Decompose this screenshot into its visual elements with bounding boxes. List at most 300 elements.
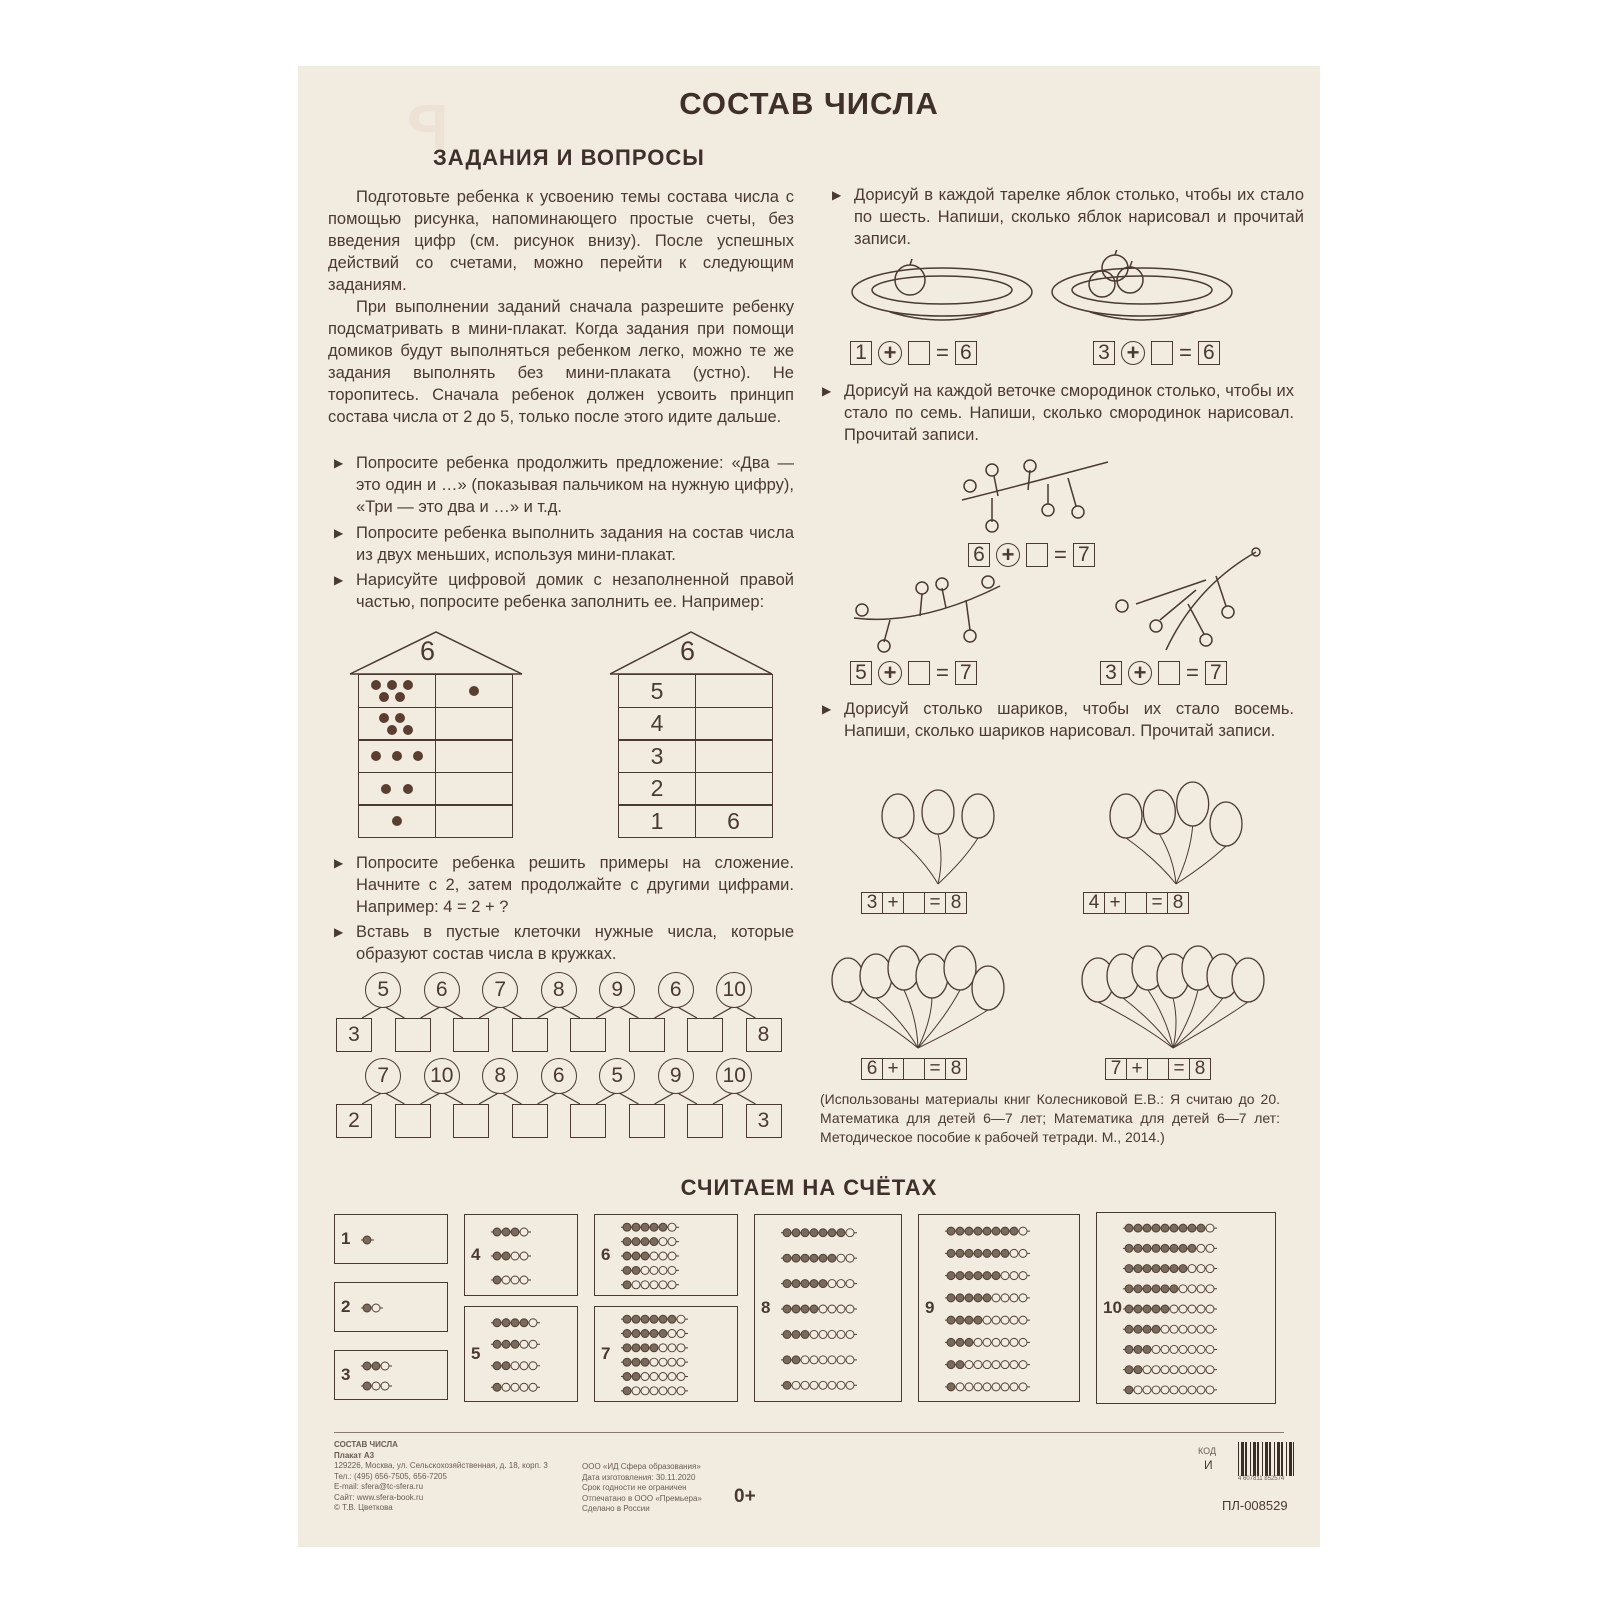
barcode-number: 4 607811 852574	[1238, 1476, 1285, 1482]
abacus-bead-empty	[1170, 1345, 1178, 1353]
abacus-bead-empty	[1188, 1305, 1196, 1313]
abacus-bead-filled	[1143, 1265, 1151, 1273]
abacus-bead-empty	[1019, 1338, 1027, 1346]
abacus-bead-empty	[520, 1252, 528, 1260]
abacus-bead-empty	[1010, 1361, 1018, 1369]
abacus-bead-empty	[677, 1315, 685, 1323]
barcode-bar	[1289, 1442, 1292, 1476]
abacus-bead-empty	[668, 1330, 676, 1338]
code-value: И	[1204, 1458, 1213, 1472]
equals-sign: =	[936, 660, 949, 685]
abacus-bead-filled	[828, 1229, 836, 1237]
abacus-bead-empty	[1188, 1366, 1196, 1374]
abacus-bead-filled	[502, 1319, 510, 1327]
abacus-bead-filled	[1179, 1244, 1187, 1252]
abacus-bead-empty	[1197, 1244, 1205, 1252]
abacus-bead-filled	[974, 1227, 982, 1235]
abacus-bead-filled	[956, 1249, 964, 1257]
abacus-bead-empty	[992, 1361, 1000, 1369]
abacus-bead-filled	[502, 1252, 510, 1260]
abacus-bead-filled	[623, 1252, 631, 1260]
chain-circle-number: 5	[599, 1058, 635, 1094]
footer-email: E-mail: sfera@tc-sfera.ru	[334, 1482, 424, 1491]
abacus-bead-filled	[1125, 1325, 1133, 1333]
abacus-bead-empty	[1179, 1345, 1187, 1353]
abacus-bead-filled	[511, 1319, 519, 1327]
abacus-bead-filled	[965, 1316, 973, 1324]
chain-start-number: 3	[336, 1018, 372, 1052]
abacus-bead-empty	[837, 1330, 845, 1338]
abacus-bead-filled	[623, 1281, 631, 1289]
abacus-bead-filled	[641, 1238, 649, 1246]
task-right-bullet-1-text: Дорисуй в каждой тарелке яблок столько, чтобы их стало по шесть. Напиши, сколько яблок нарисовал и прочитай записи.	[854, 186, 1304, 248]
task-bullet-1-text: Попросите ребенка продолжить предложение: «Два — это один и …» (показывая пальчиком на нужную цифру), «Три — это два и …» и т.д.	[356, 454, 794, 516]
abacus-card	[754, 1214, 902, 1402]
abacus-bead-filled	[801, 1330, 809, 1338]
abacus-bead-empty	[1152, 1345, 1160, 1353]
plus-sign: +	[1126, 1058, 1148, 1080]
abacus-bead-filled	[363, 1304, 371, 1312]
barcode-bars	[1238, 1442, 1294, 1476]
equation-number: 4	[1083, 892, 1105, 914]
abacus-bead-filled	[1001, 1249, 1009, 1257]
abacus-bead-filled	[502, 1362, 510, 1370]
abacus-bead-empty	[1179, 1285, 1187, 1293]
abacus-bead-empty	[1001, 1383, 1009, 1391]
abacus-bead-empty	[1188, 1265, 1196, 1273]
abacus-bead-filled	[947, 1272, 955, 1280]
abacus-beads-icon	[361, 1288, 445, 1328]
abacus-bead-filled	[828, 1254, 836, 1262]
abacus-bead-filled	[801, 1305, 809, 1313]
footer-printed: Отпечатано в ООО «Премьера»	[582, 1493, 702, 1503]
abacus-bead-filled	[992, 1227, 1000, 1235]
house-cell-left: 2	[618, 772, 696, 806]
task-right-bullet-2-text: Дорисуй на каждой веточке смородинок столько, чтобы их стало по семь. Напиши, сколько смородинок нарисовал. Прочитай записи.	[844, 382, 1294, 444]
abacus-bead-filled	[1125, 1305, 1133, 1313]
abacus-bead-filled	[1152, 1265, 1160, 1273]
barcode-bar	[1281, 1442, 1283, 1476]
abacus-bead-filled	[520, 1319, 528, 1327]
footer-made: Сделано в России	[582, 1504, 650, 1513]
abacus-bead-filled	[668, 1315, 676, 1323]
barcode-bar	[1269, 1442, 1271, 1476]
footer-poster-name: СОСТАВ ЧИСЛА	[334, 1440, 398, 1449]
abacus-bead-empty	[1161, 1325, 1169, 1333]
abacus-bead-empty	[1010, 1249, 1018, 1257]
abacus-bead-empty	[1010, 1272, 1018, 1280]
abacus-bead-filled	[947, 1294, 955, 1302]
abacus-bead-filled	[792, 1356, 800, 1364]
abacus-bead-filled	[493, 1276, 501, 1284]
bullet-arrow-icon: ▶	[822, 702, 832, 716]
abacus-bead-filled	[783, 1381, 791, 1389]
code-label: КОД	[1198, 1446, 1217, 1456]
barcode-bar	[1238, 1442, 1239, 1476]
abacus-bead-empty	[381, 1362, 389, 1370]
abacus-bead-filled	[1134, 1345, 1142, 1353]
abacus-bead-filled	[810, 1229, 818, 1237]
abacus-bead-empty	[520, 1340, 528, 1348]
chain-start-number: 2	[336, 1104, 372, 1138]
abacus-bead-filled	[783, 1305, 791, 1313]
abacus-bead-empty	[529, 1383, 537, 1391]
abacus-bead-empty	[837, 1254, 845, 1262]
abacus-beads-icon	[621, 1312, 735, 1398]
abacus-number: 7	[601, 1344, 611, 1363]
abacus-bead-empty	[511, 1252, 519, 1260]
abacus-bead-filled	[1197, 1224, 1205, 1232]
abacus-bead-empty	[1161, 1345, 1169, 1353]
equation-result: 8	[945, 892, 967, 914]
abacus-number: 4	[471, 1245, 481, 1264]
abacus-bead-filled	[1179, 1224, 1187, 1232]
abacus-bead-filled	[1143, 1285, 1151, 1293]
abacus-bead-empty	[372, 1304, 380, 1312]
abacus-bead-empty	[983, 1383, 991, 1391]
abacus-bead-empty	[1206, 1325, 1214, 1333]
abacus-bead-empty	[837, 1381, 845, 1389]
plus-sign: +	[878, 341, 902, 365]
equation-number: 1	[850, 341, 872, 365]
barcode-bar	[1250, 1442, 1251, 1476]
equation-result: 7	[1205, 661, 1227, 685]
abacus-card	[594, 1306, 738, 1402]
abacus-bead-empty	[1197, 1345, 1205, 1353]
abacus-bead-filled	[650, 1330, 658, 1338]
barcode-bar	[1245, 1442, 1247, 1476]
abacus-bead-filled	[1161, 1244, 1169, 1252]
barcode-bar	[1293, 1442, 1294, 1476]
abacus-bead-filled	[801, 1280, 809, 1288]
abacus-bead-filled	[983, 1294, 991, 1302]
abacus-bead-empty	[1197, 1285, 1205, 1293]
abacus-bead-filled	[493, 1340, 501, 1348]
abacus-bead-empty	[965, 1361, 973, 1369]
house-roof-number: 6	[420, 636, 436, 666]
abacus-beads-icon	[781, 1220, 899, 1398]
abacus-bead-filled	[974, 1316, 982, 1324]
barcode-bar	[1265, 1442, 1268, 1476]
abacus-bead-empty	[1001, 1338, 1009, 1346]
abacus-bead-empty	[511, 1362, 519, 1370]
chain-circle-number: 8	[541, 972, 577, 1008]
bullet-arrow-icon: ▶	[334, 526, 344, 540]
abacus-bead-filled	[1125, 1244, 1133, 1252]
abacus-bead-empty	[529, 1362, 537, 1370]
abacus-bead-filled	[792, 1229, 800, 1237]
abacus-bead-filled	[1152, 1244, 1160, 1252]
abacus-bead-filled	[956, 1294, 964, 1302]
abacus-bead-empty	[668, 1238, 676, 1246]
abacus-bead-filled	[783, 1229, 791, 1237]
abacus-bead-empty	[1019, 1383, 1027, 1391]
footer-author: © Т.В. Цветкова	[334, 1503, 393, 1512]
abacus-bead-filled	[783, 1280, 791, 1288]
chain-circle-number: 9	[599, 972, 635, 1008]
abacus-bead-empty	[846, 1330, 854, 1338]
abacus-bead-filled	[641, 1358, 649, 1366]
equation-result: 8	[1189, 1058, 1211, 1080]
abacus-bead-empty	[992, 1338, 1000, 1346]
house-cell-left: 3	[618, 739, 696, 773]
abacus-card	[1096, 1212, 1276, 1404]
abacus-bead-empty	[1188, 1325, 1196, 1333]
abacus-card	[334, 1214, 448, 1264]
footer-phone: Тел.: (495) 656-7505, 656-7205	[334, 1471, 447, 1481]
chain-circle-number: 9	[658, 1058, 694, 1094]
abacus-bead-empty	[974, 1361, 982, 1369]
abacus-bead-filled	[783, 1254, 791, 1262]
abacus-bead-filled	[1170, 1285, 1178, 1293]
abacus-bead-empty	[650, 1252, 658, 1260]
abacus-bead-filled	[493, 1383, 501, 1391]
abacus-bead-empty	[1179, 1366, 1187, 1374]
abacus-bead-empty	[1161, 1366, 1169, 1374]
abacus-bead-filled	[1143, 1325, 1151, 1333]
abacus-bead-filled	[1010, 1227, 1018, 1235]
abacus-bead-filled	[947, 1227, 955, 1235]
task-bullet-3-text: Нарисуйте цифровой домик с незаполненной правой частью, попросите ребенка заполнить ее. Например:	[356, 571, 794, 611]
abacus-bead-empty	[659, 1358, 667, 1366]
chain-circle-number: 6	[541, 1058, 577, 1094]
abacus-bead-filled	[792, 1254, 800, 1262]
abacus-bead-empty	[502, 1383, 510, 1391]
abacus-beads-icon	[1123, 1218, 1273, 1400]
abacus-bead-empty	[1019, 1316, 1027, 1324]
abacus-bead-empty	[659, 1387, 667, 1395]
abacus-bead-empty	[1019, 1294, 1027, 1302]
abacus-bead-empty	[1206, 1265, 1214, 1273]
abacus-bead-filled	[1161, 1265, 1169, 1273]
abacus-bead-empty	[632, 1387, 640, 1395]
abacus-bead-empty	[983, 1316, 991, 1324]
abacus-bead-empty	[1170, 1325, 1178, 1333]
abacus-bead-filled	[819, 1229, 827, 1237]
equation-result: 6	[1198, 341, 1220, 365]
abacus-bead-empty	[529, 1319, 537, 1327]
abacus-bead-filled	[1188, 1224, 1196, 1232]
plus-sign: +	[882, 1058, 904, 1080]
abacus-bead-filled	[1179, 1265, 1187, 1273]
abacus-bead-empty	[992, 1294, 1000, 1302]
abacus-beads-icon	[621, 1220, 735, 1292]
abacus-card	[464, 1306, 578, 1402]
abacus-bead-empty	[1152, 1366, 1160, 1374]
task-bullet-2-text: Попросите ребенка выполнить задания на состав числа из двух меньших, используя мини-плакат.	[356, 524, 794, 564]
task-bullet-4-text: Попросите ребенка решить примеры на сложение. Начните с 2, затем продолжайте с другими цифрами. Например: 4 = 2 + ?	[356, 854, 794, 916]
abacus-bead-filled	[632, 1252, 640, 1260]
abacus-bead-filled	[650, 1315, 658, 1323]
abacus-bead-filled	[372, 1362, 380, 1370]
abacus-bead-empty	[846, 1254, 854, 1262]
abacus-bead-empty	[520, 1276, 528, 1284]
abacus-beads-icon	[361, 1220, 445, 1260]
abacus-number: 9	[925, 1298, 935, 1317]
abacus-bead-empty	[828, 1381, 836, 1389]
abacus-bead-empty	[1001, 1361, 1009, 1369]
abacus-bead-empty	[1134, 1386, 1142, 1394]
abacus-bead-empty	[1010, 1294, 1018, 1302]
abacus-bead-filled	[1134, 1285, 1142, 1293]
abacus-bead-empty	[837, 1305, 845, 1313]
abacus-bead-filled	[659, 1330, 667, 1338]
abacus-bead-empty	[520, 1228, 528, 1236]
abacus-bead-empty	[1010, 1383, 1018, 1391]
abacus-bead-filled	[974, 1272, 982, 1280]
abacus-bead-filled	[1134, 1224, 1142, 1232]
abacus-bead-empty	[965, 1383, 973, 1391]
abacus-bead-filled	[1152, 1305, 1160, 1313]
abacus-bead-empty	[1188, 1285, 1196, 1293]
abacus-bead-empty	[659, 1281, 667, 1289]
abacus-bead-empty	[801, 1356, 809, 1364]
abacus-bead-filled	[502, 1228, 510, 1236]
equation-number: 3	[861, 892, 883, 914]
abacus-bead-filled	[1143, 1305, 1151, 1313]
abacus-bead-empty	[511, 1383, 519, 1391]
abacus-bead-empty	[659, 1373, 667, 1381]
abacus-bead-filled	[1125, 1366, 1133, 1374]
abacus-bead-filled	[493, 1252, 501, 1260]
abacus-bead-filled	[983, 1272, 991, 1280]
abacus-bead-filled	[801, 1229, 809, 1237]
plus-sign: +	[878, 661, 902, 685]
chain-circle-number: 10	[424, 1058, 460, 1094]
abacus-bead-empty	[677, 1358, 685, 1366]
house-roof-number: 6	[680, 636, 696, 666]
abacus-bead-empty	[677, 1344, 685, 1352]
abacus-bead-empty	[1001, 1316, 1009, 1324]
abacus-bead-filled	[956, 1227, 964, 1235]
bullet-arrow-icon: ▶	[822, 384, 832, 398]
abacus-bead-filled	[992, 1272, 1000, 1280]
plus-sign: +	[1121, 341, 1145, 365]
abacus-bead-empty	[1019, 1227, 1027, 1235]
chain-circle-number: 6	[424, 972, 460, 1008]
barcode-bar	[1253, 1442, 1256, 1476]
house-cell-left: 5	[618, 674, 696, 708]
abacus-bead-empty	[650, 1281, 658, 1289]
abacus-bead-empty	[1197, 1305, 1205, 1313]
abacus-bead-empty	[677, 1330, 685, 1338]
abacus-bead-filled	[956, 1316, 964, 1324]
abacus-bead-empty	[1010, 1316, 1018, 1324]
abacus-bead-empty	[819, 1305, 827, 1313]
abacus-bead-filled	[983, 1249, 991, 1257]
abacus-bead-empty	[1206, 1244, 1214, 1252]
abacus-bead-empty	[1197, 1366, 1205, 1374]
abacus-bead-filled	[947, 1249, 955, 1257]
abacus-bead-filled	[1125, 1265, 1133, 1273]
abacus-beads-icon	[491, 1312, 575, 1398]
abacus-card	[464, 1214, 578, 1296]
abacus-bead-empty	[1019, 1272, 1027, 1280]
abacus-bead-empty	[846, 1356, 854, 1364]
abacus-bead-empty	[381, 1382, 389, 1390]
product-sku: ПЛ-008529	[1222, 1498, 1288, 1513]
abacus-bead-empty	[1010, 1338, 1018, 1346]
abacus-bead-empty	[650, 1387, 658, 1395]
chain-circle-number: 10	[716, 1058, 752, 1094]
abacus-bead-empty	[846, 1381, 854, 1389]
abacus-bead-empty	[837, 1280, 845, 1288]
abacus-bead-empty	[828, 1356, 836, 1364]
abacus-bead-filled	[1161, 1224, 1169, 1232]
abacus-bead-empty	[810, 1330, 818, 1338]
abacus-bead-filled	[650, 1344, 658, 1352]
barcode-bar	[1286, 1442, 1287, 1476]
abacus-bead-empty	[810, 1381, 818, 1389]
abacus-bead-empty	[1197, 1265, 1205, 1273]
abacus-bead-filled	[641, 1330, 649, 1338]
equals-sign: =	[924, 892, 946, 914]
abacus-bead-filled	[965, 1338, 973, 1346]
abacus-bead-empty	[641, 1281, 649, 1289]
footer-site: Сайт: www.sfera-book.ru	[334, 1492, 424, 1502]
abacus-bead-filled	[965, 1227, 973, 1235]
equals-sign: =	[1146, 892, 1168, 914]
abacus-bead-filled	[992, 1249, 1000, 1257]
abacus-bead-filled	[632, 1315, 640, 1323]
abacus-bead-empty	[819, 1330, 827, 1338]
abacus-bead-filled	[965, 1272, 973, 1280]
abacus-bead-filled	[1188, 1244, 1196, 1252]
equals-sign: =	[924, 1058, 946, 1080]
abacus-bead-filled	[1134, 1244, 1142, 1252]
abacus-bead-filled	[650, 1238, 658, 1246]
equation-result: 8	[945, 1058, 967, 1080]
abacus-bead-filled	[623, 1387, 631, 1395]
footer-address: 129226, Москва, ул. Сельскохозяйственная, д. 18, корп. 3	[334, 1461, 548, 1470]
abacus-bead-filled	[947, 1361, 955, 1369]
task-bullet-5-text: Вставь в пустые клеточки нужные числа, которые образуют состав числа в кружках.	[356, 923, 794, 963]
abacus-bead-empty	[641, 1387, 649, 1395]
abacus-bead-empty	[1170, 1305, 1178, 1313]
equation-result: 7	[1073, 543, 1095, 567]
equation-result: 8	[1167, 892, 1189, 914]
abacus-bead-empty	[641, 1373, 649, 1381]
abacus-beads-icon	[491, 1220, 575, 1292]
abacus-bead-filled	[1134, 1305, 1142, 1313]
abacus-number: 3	[341, 1365, 351, 1384]
abacus-number: 5	[471, 1344, 481, 1363]
abacus-bead-filled	[1134, 1366, 1142, 1374]
abacus-bead-filled	[1170, 1224, 1178, 1232]
equation-number: 3	[1100, 661, 1122, 685]
abacus-number: 8	[761, 1298, 771, 1317]
equals-sign: =	[1186, 660, 1199, 685]
equation-number: 7	[1105, 1058, 1127, 1080]
chain-end-number: 3	[746, 1104, 782, 1138]
abacus-bead-filled	[363, 1382, 371, 1390]
footer-date: Дата изготовления: 30.11.2020	[582, 1472, 696, 1482]
abacus-bead-empty	[1179, 1305, 1187, 1313]
abacus-bead-empty	[668, 1387, 676, 1395]
abacus-bead-filled	[1001, 1227, 1009, 1235]
abacus-bead-empty	[650, 1358, 658, 1366]
section-title-tasks: ЗАДАНИЯ И ВОПРОСЫ	[433, 145, 705, 170]
abacus-bead-filled	[819, 1254, 827, 1262]
equation-number: 6	[968, 543, 990, 567]
barcode-icon	[1238, 1442, 1294, 1476]
abacus-bead-empty	[529, 1340, 537, 1348]
abacus-bead-filled	[837, 1229, 845, 1237]
barcode-bar	[1257, 1442, 1259, 1476]
abacus-bead-empty	[1143, 1386, 1151, 1394]
abacus-bead-empty	[974, 1338, 982, 1346]
abacus-bead-filled	[659, 1223, 667, 1231]
